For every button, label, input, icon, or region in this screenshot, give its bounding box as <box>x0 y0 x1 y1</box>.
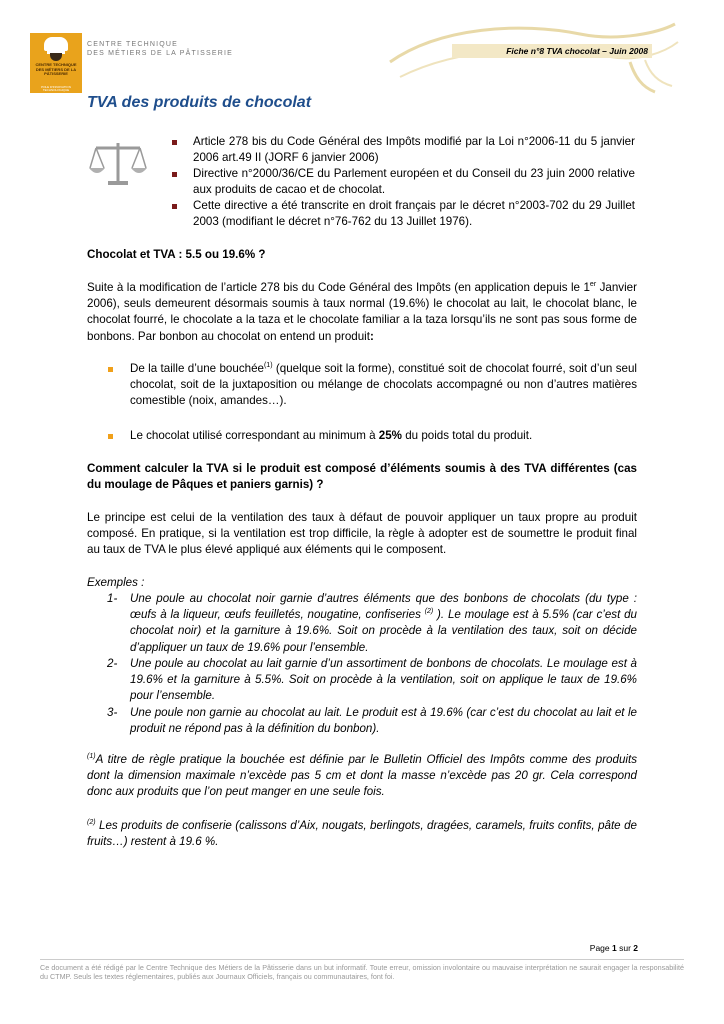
scale-of-justice-icon <box>88 138 148 188</box>
example-item: Une poule au chocolat au lait garnie d’un assortiment de bonbons de chocolats. Le moulage est à 19.6% et la garniture à 5.5%. Soit on procède à la ventilation, soit on applique le taux de 19.6% pour l’ensemble. <box>130 657 637 703</box>
reference-item: Article 278 bis du Code Général des Impôts modifié par la Loi n°2006-11 du 5 janvier 2006 art.49 II (JORF 6 janvier 2006) <box>193 135 635 165</box>
bullet-icon <box>172 140 177 145</box>
logo-subtext: POLE D'INNOVATION TECHNOLOGIQUE <box>41 85 71 93</box>
ctmp-logo <box>30 33 82 93</box>
reference-item: Cette directive a été transcrite en droit français par le décret n°2003-702 du 29 Juillet 2003 (modifiant le décret n°76-762 du 13 Juillet 1976). <box>193 199 635 229</box>
footnote-1: $^{(1)}$A titre de règle pratique la bouchée est définie par le Bulletin Officiel des Impôts comme des produits dont la dimension maximale n’excède pas 5 cm et dont la masse n’excède pas 20 gr. Cela correspond donc aux produits que l’on peut manger en une seule fois. <box>87 753 637 799</box>
example-number: 1- <box>107 592 118 605</box>
reference-item: Directive n°2000/36/CE du Parlement européen et du Conseil du 23 juin 2000 relative aux produits de cacao et de chocolat. <box>193 167 635 197</box>
bullet-icon <box>108 367 113 372</box>
chef-hat-icon <box>44 37 68 51</box>
disclaimer: Ce document a été rédigé par le Centre Technique des Métiers de la Pâtisserie dans un but informatif. Toute erreur, omission involontaire ou mauvaise interprétation ne saurait engager la responsabilité du CTMP. Seuls les textes réglementaires, publiés aux Journaux Officiels, français ou communautaires, font foi. <box>40 963 684 981</box>
section-heading: Chocolat et TVA : 5.5 ou 19.6% ? <box>87 248 266 261</box>
fiche-label: Fiche n°8 TVA chocolat – Juin 2008 <box>506 46 648 56</box>
bullet-icon <box>172 204 177 209</box>
example-number: 2- <box>107 657 118 670</box>
example-item: Une poule non garnie au chocolat au lait. Le produit est à 19.6% (car c’est du chocolat au lait et le produit ne répond pas à la définition du bonbon). <box>130 706 637 736</box>
bullet-icon <box>172 172 177 177</box>
section-heading: Comment calculer la TVA si le produit est composé d’éléments soumis à des TVA différentes (cas du moulage de Pâques et paniers garnis) ? <box>87 462 637 492</box>
organization-name: CENTRE TECHNIQUE DES MÉTIERS DE LA PÂTISSERIE <box>87 41 234 57</box>
footnote-2: $^{(2)}$ Les produits de confiserie (calissons d’Aix, nougats, berlingots, dragées, caramels, fruits confits, pâte de fruits…) restent à 19.6 %. <box>87 819 637 849</box>
page-number: Page 1 sur 2 <box>589 943 638 953</box>
examples-label: Exemples : <box>87 576 145 589</box>
bullet-icon <box>108 434 113 439</box>
page-title: TVA des produits de chocolat <box>87 94 312 111</box>
list-item: De la taille d’une bouchée$^{(1)}$ (quelque soit la forme), constitué soit de chocolat fourré, soit d’un seul chocolat, soit de la juxtaposition ou mélange de chocolats accompagné ou non d’autres matières comestible (noix, amandes…). <box>130 362 637 408</box>
paragraph: Suite à la modification de l’article 278 bis du Code Général des Impôts (en application depuis le 1er Janvier 2006), seuls demeurent désormais soumis à taux normal (19.6%) le chocolat au lait, le chocolat blanc, le chocolat fourré, le chocolate a la taza et le chocolate familiar a la taza lorsqu’ils ne sont pas sous forme de bonbons. Par bonbon au chocolat on entend un produit: <box>87 281 637 343</box>
logo-text: CENTRE TECHNIQUE DES MÉTIERS DE LA PÂTISSERIE <box>35 62 77 77</box>
example-number: 3- <box>107 706 118 719</box>
decorative-swoosh <box>380 22 680 102</box>
paragraph: Le principe est celui de la ventilation des taux à défaut de pouvoir appliquer un taux propre au produit composé. En pratique, si la ventilation est trop difficile, la règle à adopter est de soumettre le produit final au taux de TVA le plus élevé appliqué aux éléments qui le composent. <box>87 511 637 557</box>
footer-divider <box>40 959 684 960</box>
list-item: Le chocolat utilisé correspondant au minimum à 25% du poids total du produit. <box>130 429 533 442</box>
example-item: Une poule au chocolat noir garnie d’autres éléments que des bonbons de chocolats (du type : œufs à la liqueur, œufs feuilletés, nougatine, confiseries $^{(2)}$ ). Le moulage est à 5.5% (car c’est du chocolat noir) et la garniture à 19.6%. Soit on procède à la ventilation des taux, soit on décide d’appliquer un taux de 19.6% pour l’ensemble. <box>130 592 638 654</box>
